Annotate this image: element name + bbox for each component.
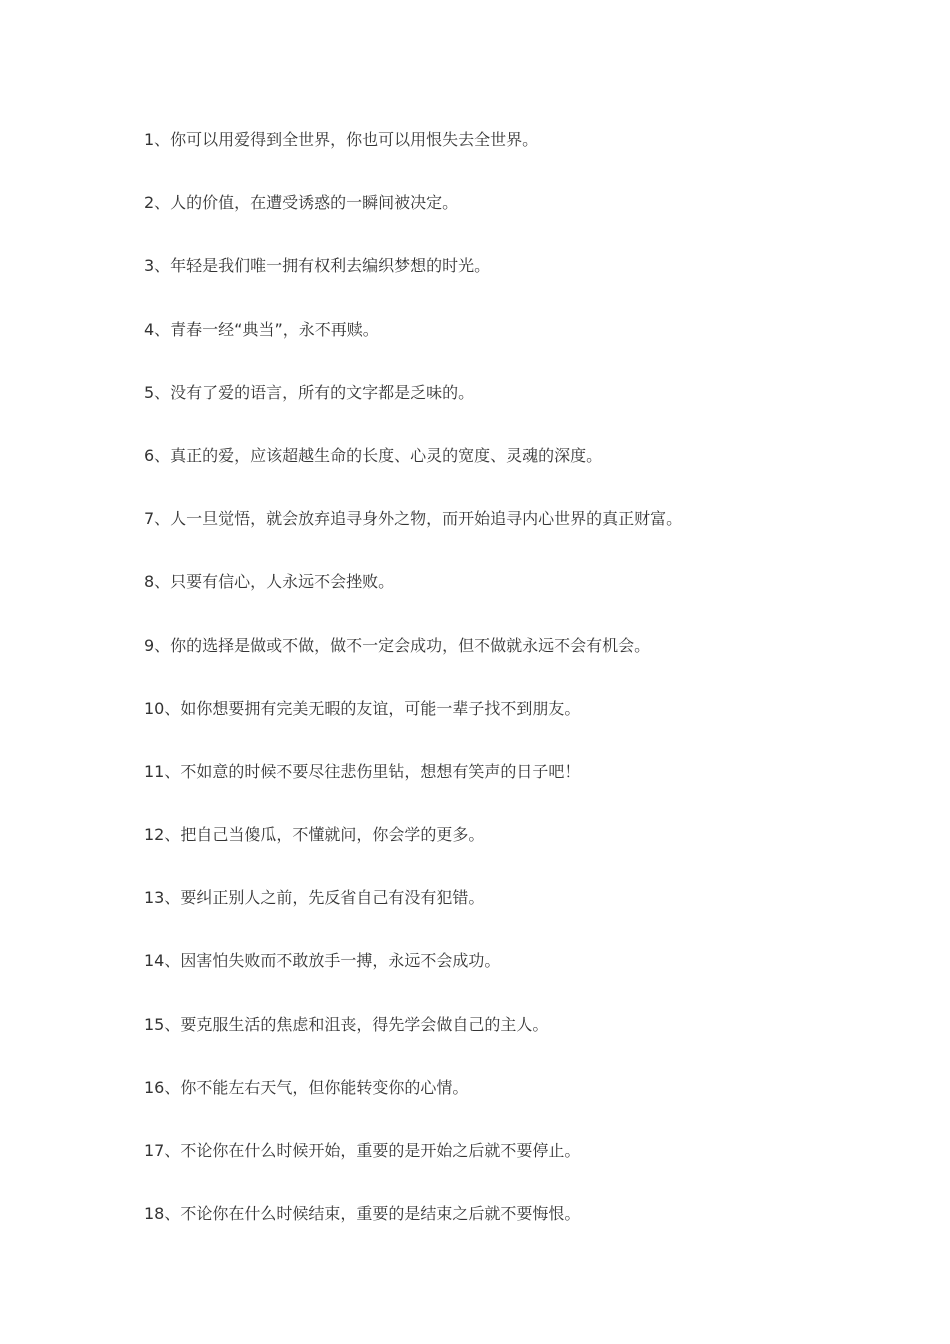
quote-item-2: 2、人的价值，在遭受诱惑的一瞬间被决定。 <box>144 193 459 213</box>
quote-item-9: 9、你的选择是做或不做，做不一定会成功，但不做就永远不会有机会。 <box>144 635 651 655</box>
quote-item-15: 15、要克服生活的焦虑和沮丧，得先学会做自己的主人。 <box>144 1014 549 1034</box>
quote-list <box>144 128 864 1265</box>
quote-item-8: 8、只要有信心，人永远不会挫败。 <box>144 572 395 592</box>
quote-item-18: 18、不论你在什么时候结束，重要的是结束之后就不要悔恨。 <box>144 1204 581 1224</box>
quote-item-14: 14、因害怕失败而不敢放手一搏，永远不会成功。 <box>144 951 501 971</box>
quote-item-11: 11、不如意的时候不要尽往悲伤里钻，想想有笑声的日子吧！ <box>144 761 581 781</box>
quote-item-12: 12、把自己当傻瓜，不懂就问，你会学的更多。 <box>144 825 485 845</box>
quote-item-13: 13、要纠正别人之前，先反省自己有没有犯错。 <box>144 888 485 908</box>
quote-item-10: 10、如你想要拥有完美无暇的友谊，可能一辈子找不到朋友。 <box>144 698 581 718</box>
quote-item-5: 5、没有了爱的语言，所有的文字都是乏味的。 <box>144 382 475 402</box>
quote-item-6: 6、真正的爱，应该超越生命的长度、心灵的宽度、灵魂的深度。 <box>144 445 603 465</box>
quote-item-17: 17、不论你在什么时候开始，重要的是开始之后就不要停止。 <box>144 1141 581 1160</box>
quote-item-4: 4、青春一经“典当”，永不再赎。 <box>144 319 379 339</box>
quote-item-7: 7、人一旦觉悟，就会放弃追寻身外之物，而开始追寻内心世界的真正财富。 <box>144 509 683 529</box>
quote-item-16: 16、你不能左右天气，但你能转变你的心情。 <box>144 1077 469 1097</box>
quote-item-1: 1、你可以用爱得到全世界，你也可以用恨失去全世界。 <box>144 130 539 149</box>
quote-item-3: 3、年轻是我们唯一拥有权利去编织梦想的时光。 <box>144 256 491 276</box>
